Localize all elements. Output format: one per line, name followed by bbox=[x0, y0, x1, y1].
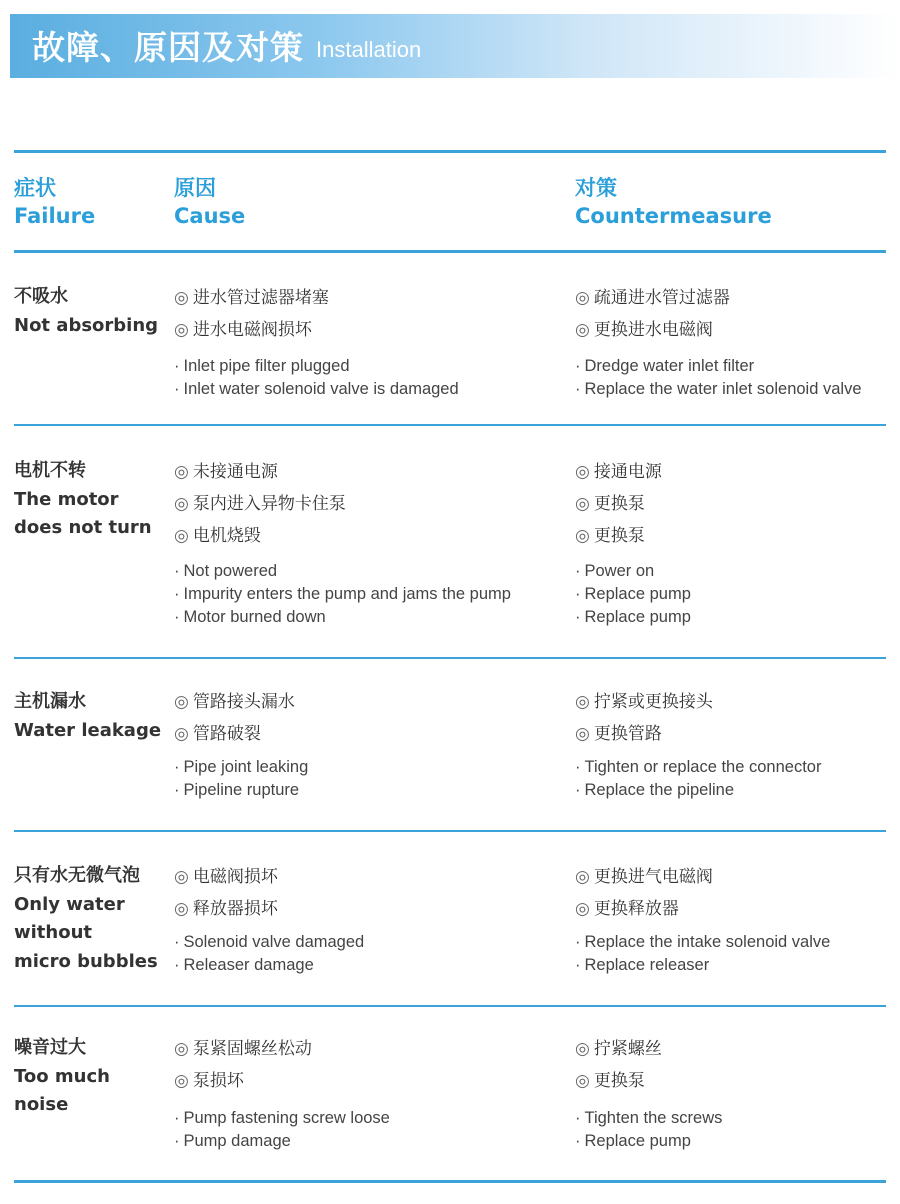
cause-en-item bbox=[174, 779, 308, 802]
countermeasure-en-item bbox=[575, 560, 691, 583]
failure-en-line: Not absorbing bbox=[14, 314, 159, 336]
dot-bullet-icon: · bbox=[174, 585, 180, 603]
cause-cn-text: 电磁阀损坏 bbox=[192, 867, 278, 887]
cause-cn-text: 释放器损坏 bbox=[192, 899, 278, 919]
cause-cn-text: 管路接头漏水 bbox=[192, 692, 295, 712]
cause-en-item bbox=[174, 606, 511, 629]
countermeasure-cn-text: 拧紧或更换接头 bbox=[593, 692, 713, 712]
countermeasure-cn-item bbox=[575, 1065, 662, 1097]
cause-en-text: Pipe joint leaking bbox=[183, 758, 309, 776]
countermeasure-en-item bbox=[575, 583, 691, 606]
failure-cell bbox=[14, 1034, 164, 1120]
cause-cn-item bbox=[174, 314, 329, 346]
cause-cn-item bbox=[174, 520, 346, 552]
dot-bullet-icon: · bbox=[575, 562, 581, 580]
double-circle-bullet-icon: ◎ bbox=[174, 288, 189, 308]
cause-cn-list bbox=[174, 861, 278, 925]
cause-en-item bbox=[174, 931, 364, 954]
column-header-failure-cn: 症状 bbox=[14, 176, 56, 200]
cause-en-text: Not powered bbox=[183, 562, 278, 580]
failure-en-line: without bbox=[14, 922, 93, 943]
failure-en-line: Only water bbox=[14, 893, 125, 915]
column-header-failure bbox=[14, 174, 95, 230]
double-circle-bullet-icon: ◎ bbox=[174, 867, 189, 887]
dot-bullet-icon: · bbox=[575, 380, 581, 398]
dot-bullet-icon: · bbox=[575, 585, 581, 603]
cause-en-text: Pipeline rupture bbox=[183, 781, 300, 799]
countermeasure-cn-list bbox=[575, 861, 713, 925]
countermeasure-en-item bbox=[575, 756, 821, 779]
double-circle-bullet-icon: ◎ bbox=[575, 494, 590, 514]
column-header-cause-cn: 原因 bbox=[174, 176, 216, 200]
cause-cn-list bbox=[174, 456, 346, 552]
countermeasure-cn-text: 更换管路 bbox=[593, 724, 662, 744]
countermeasure-en-text: Replace the pipeline bbox=[584, 781, 735, 799]
countermeasure-cn-text: 更换释放器 bbox=[593, 899, 679, 919]
failure-en-line: micro bubbles bbox=[14, 950, 158, 972]
double-circle-bullet-icon: ◎ bbox=[575, 724, 590, 744]
double-circle-bullet-icon: ◎ bbox=[174, 1039, 189, 1059]
double-circle-bullet-icon: ◎ bbox=[575, 526, 590, 546]
cause-en-item bbox=[174, 583, 511, 606]
double-circle-bullet-icon: ◎ bbox=[575, 462, 590, 482]
double-circle-bullet-icon: ◎ bbox=[575, 288, 590, 308]
cause-cn-text: 泵损坏 bbox=[192, 1071, 244, 1091]
countermeasure-en-text: Replace the water inlet solenoid valve bbox=[584, 380, 862, 398]
countermeasure-en-item bbox=[575, 954, 830, 977]
dot-bullet-icon: · bbox=[575, 781, 581, 799]
countermeasure-cn-text: 更换泵 bbox=[593, 526, 645, 546]
cause-en-text: Releaser damage bbox=[183, 956, 314, 974]
cause-en-text: Inlet pipe filter plugged bbox=[183, 357, 350, 375]
countermeasure-en-item bbox=[575, 606, 691, 629]
countermeasure-cn-item bbox=[575, 861, 713, 893]
double-circle-bullet-icon: ◎ bbox=[174, 692, 189, 712]
countermeasure-en-text: Replace releaser bbox=[584, 956, 710, 974]
countermeasure-cn-text: 更换泵 bbox=[593, 494, 645, 514]
column-header-countermeasure-en: Countermeasure bbox=[575, 204, 772, 228]
failure-en-line: Too much noise bbox=[14, 1065, 110, 1115]
countermeasure-en-list bbox=[575, 560, 691, 629]
countermeasure-en-list bbox=[575, 756, 821, 802]
dot-bullet-icon: · bbox=[174, 357, 180, 375]
countermeasure-cn-item bbox=[575, 893, 713, 925]
dot-bullet-icon: · bbox=[174, 758, 180, 776]
cause-en-list bbox=[174, 931, 364, 977]
countermeasure-cn-list bbox=[575, 282, 730, 346]
countermeasure-cn-text: 更换进水电磁阀 bbox=[593, 320, 713, 340]
cause-en-text: Pump fastening screw loose bbox=[183, 1109, 390, 1127]
cause-cn-text: 管路破裂 bbox=[192, 724, 261, 744]
double-circle-bullet-icon: ◎ bbox=[174, 899, 189, 919]
dot-bullet-icon: · bbox=[174, 933, 180, 951]
failure-cn: 不吸水 bbox=[14, 286, 68, 307]
cause-cn-item bbox=[174, 686, 295, 718]
double-circle-bullet-icon: ◎ bbox=[575, 899, 590, 919]
cause-cn-text: 电机烧毁 bbox=[192, 526, 261, 546]
double-circle-bullet-icon: ◎ bbox=[575, 692, 590, 712]
countermeasure-en-item bbox=[575, 378, 862, 401]
failure-cn: 噪音过大 bbox=[14, 1037, 86, 1058]
double-circle-bullet-icon: ◎ bbox=[575, 1039, 590, 1059]
double-circle-bullet-icon: ◎ bbox=[174, 494, 189, 514]
countermeasure-cn-item bbox=[575, 520, 662, 552]
page-title: 故障、原因及对策 bbox=[32, 28, 304, 67]
failure-cn: 主机漏水 bbox=[14, 691, 86, 712]
failure-cell bbox=[14, 457, 164, 543]
countermeasure-en-item bbox=[575, 355, 862, 378]
row-divider bbox=[14, 1180, 886, 1183]
countermeasure-cn-list bbox=[575, 1033, 662, 1097]
cause-cn-text: 未接通电源 bbox=[192, 462, 278, 482]
countermeasure-en-text: Replace the intake solenoid valve bbox=[584, 933, 831, 951]
countermeasure-en-text: Replace pump bbox=[584, 585, 691, 603]
cause-cn-text: 进水电磁阀损坏 bbox=[192, 320, 312, 340]
column-header-cause-en: Cause bbox=[174, 204, 246, 228]
cause-cn-item bbox=[174, 861, 278, 893]
countermeasure-en-item bbox=[575, 931, 830, 954]
cause-cn-text: 泵内进入异物卡住泵 bbox=[192, 494, 346, 514]
dot-bullet-icon: · bbox=[174, 956, 180, 974]
countermeasure-en-item bbox=[575, 1107, 722, 1130]
failure-cell bbox=[14, 862, 164, 976]
table-top-rule bbox=[14, 150, 886, 153]
dot-bullet-icon: · bbox=[174, 608, 180, 626]
double-circle-bullet-icon: ◎ bbox=[575, 1071, 590, 1091]
failure-cell bbox=[14, 688, 164, 745]
countermeasure-en-text: Tighten or replace the connector bbox=[584, 758, 822, 776]
cause-en-list bbox=[174, 1107, 390, 1153]
countermeasure-cn-item bbox=[575, 686, 713, 718]
countermeasure-en-text: Replace pump bbox=[584, 1132, 691, 1150]
dot-bullet-icon: · bbox=[174, 1132, 180, 1150]
dot-bullet-icon: · bbox=[575, 1109, 581, 1127]
double-circle-bullet-icon: ◎ bbox=[174, 526, 189, 546]
countermeasure-cn-text: 接通电源 bbox=[593, 462, 662, 482]
dot-bullet-icon: · bbox=[575, 956, 581, 974]
countermeasure-cn-list bbox=[575, 456, 662, 552]
header-bottom-rule bbox=[14, 250, 886, 253]
countermeasure-cn-text: 疏通进水管过滤器 bbox=[593, 288, 730, 308]
column-header-cause bbox=[174, 174, 245, 230]
double-circle-bullet-icon: ◎ bbox=[575, 867, 590, 887]
cause-cn-item bbox=[174, 1033, 312, 1065]
countermeasure-en-list bbox=[575, 931, 830, 977]
failure-cn: 只有水无微气泡 bbox=[14, 865, 140, 886]
countermeasure-cn-item bbox=[575, 1033, 662, 1065]
dot-bullet-icon: · bbox=[174, 1109, 180, 1127]
countermeasure-cn-item bbox=[575, 488, 662, 520]
dot-bullet-icon: · bbox=[174, 562, 180, 580]
cause-en-item bbox=[174, 355, 459, 378]
dot-bullet-icon: · bbox=[575, 1132, 581, 1150]
column-header-countermeasure-cn: 对策 bbox=[575, 176, 617, 200]
cause-cn-item bbox=[174, 1065, 312, 1097]
cause-en-item bbox=[174, 1107, 390, 1130]
failure-en-line: The motor bbox=[14, 488, 119, 510]
dot-bullet-icon: · bbox=[575, 933, 581, 951]
countermeasure-en-text: Dredge water inlet filter bbox=[584, 357, 755, 375]
cause-cn-text: 泵紧固螺丝松动 bbox=[192, 1039, 312, 1059]
dot-bullet-icon: · bbox=[575, 758, 581, 776]
double-circle-bullet-icon: ◎ bbox=[575, 320, 590, 340]
countermeasure-en-text: Replace pump bbox=[584, 608, 691, 626]
countermeasure-en-text: Power on bbox=[584, 562, 655, 580]
row-divider bbox=[14, 1005, 886, 1007]
failure-cn: 电机不转 bbox=[14, 460, 86, 481]
page-subtitle: Installation bbox=[316, 37, 422, 62]
cause-en-item bbox=[174, 1130, 390, 1153]
cause-en-text: Impurity enters the pump and jams the pump bbox=[183, 585, 511, 603]
cause-en-list bbox=[174, 355, 459, 401]
countermeasure-en-item bbox=[575, 1130, 722, 1153]
cause-cn-item bbox=[174, 718, 295, 750]
cause-cn-item bbox=[174, 488, 346, 520]
cause-cn-list bbox=[174, 1033, 312, 1097]
dot-bullet-icon: · bbox=[575, 608, 581, 626]
cause-en-text: Inlet water solenoid valve is damaged bbox=[183, 380, 459, 398]
cause-en-text: Solenoid valve damaged bbox=[183, 933, 365, 951]
countermeasure-cn-item bbox=[575, 282, 730, 314]
countermeasure-en-item bbox=[575, 779, 821, 802]
row-divider bbox=[14, 657, 886, 659]
countermeasure-cn-item bbox=[575, 718, 713, 750]
column-header-countermeasure bbox=[575, 174, 772, 230]
cause-cn-text: 进水管过滤器堵塞 bbox=[192, 288, 329, 308]
countermeasure-cn-list bbox=[575, 686, 713, 750]
double-circle-bullet-icon: ◎ bbox=[174, 320, 189, 340]
dot-bullet-icon: · bbox=[174, 380, 180, 398]
cause-cn-item bbox=[174, 456, 346, 488]
countermeasure-en-list bbox=[575, 355, 862, 401]
failure-cell bbox=[14, 283, 164, 340]
column-header-failure-en: Failure bbox=[14, 204, 96, 228]
double-circle-bullet-icon: ◎ bbox=[174, 724, 189, 744]
double-circle-bullet-icon: ◎ bbox=[174, 462, 189, 482]
countermeasure-cn-text: 拧紧螺丝 bbox=[593, 1039, 662, 1059]
row-divider bbox=[14, 424, 886, 426]
cause-en-item bbox=[174, 378, 459, 401]
cause-en-list bbox=[174, 756, 308, 802]
cause-en-text: Motor burned down bbox=[183, 608, 326, 626]
cause-cn-item bbox=[174, 282, 329, 314]
cause-en-text: Pump damage bbox=[183, 1132, 291, 1150]
dot-bullet-icon: · bbox=[174, 781, 180, 799]
cause-cn-list bbox=[174, 282, 329, 346]
countermeasure-cn-item bbox=[575, 456, 662, 488]
countermeasure-en-list bbox=[575, 1107, 722, 1153]
cause-cn-item bbox=[174, 893, 278, 925]
countermeasure-en-text: Tighten the screws bbox=[584, 1109, 723, 1127]
cause-cn-list bbox=[174, 686, 295, 750]
cause-en-list bbox=[174, 560, 511, 629]
double-circle-bullet-icon: ◎ bbox=[174, 1071, 189, 1091]
countermeasure-cn-text: 更换进气电磁阀 bbox=[593, 867, 713, 887]
countermeasure-cn-text: 更换泵 bbox=[593, 1071, 645, 1091]
failure-en-line: does not turn bbox=[14, 517, 152, 538]
row-divider bbox=[14, 830, 886, 832]
cause-en-item bbox=[174, 560, 511, 583]
countermeasure-cn-item bbox=[575, 314, 730, 346]
dot-bullet-icon: · bbox=[575, 357, 581, 375]
cause-en-item bbox=[174, 756, 308, 779]
cause-en-item bbox=[174, 954, 364, 977]
failure-en-line: Water leakage bbox=[14, 719, 162, 741]
